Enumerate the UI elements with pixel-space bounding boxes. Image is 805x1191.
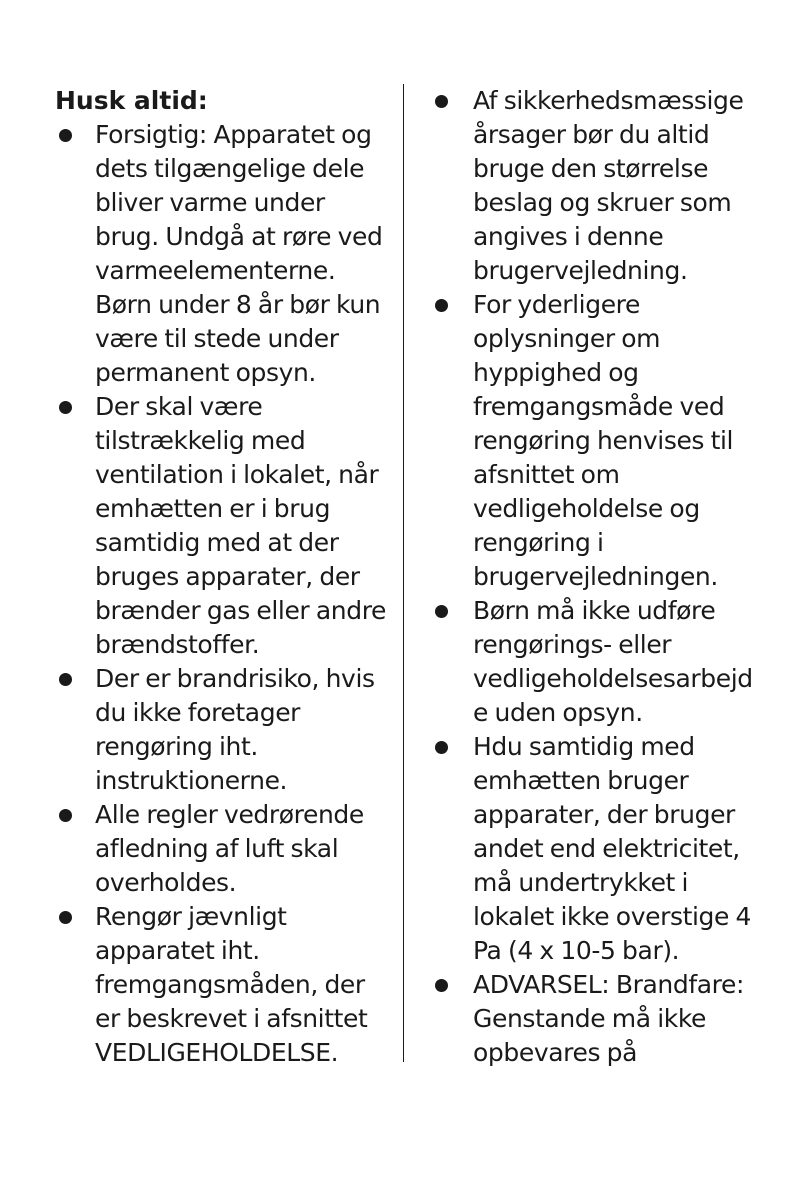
- list-item: [431, 968, 771, 1070]
- list-item-text: Rengør jævnligt apparatet iht. fremgangsmåden, der er beskrevet i afsnittet VEDLIGEHOLDELSE.: [95, 902, 368, 1067]
- bullet-icon: [59, 911, 72, 924]
- bullet-icon: [435, 979, 448, 992]
- list-item: [55, 390, 393, 662]
- list-item-text: Der er brandrisiko, hvis du ikke foretager rengøring iht. instruktionerne.: [95, 664, 375, 795]
- left-column: [55, 84, 393, 1070]
- list-item: [55, 118, 393, 390]
- list-item-text: Alle regler vedrørende afledning af luft skal overholdes.: [95, 800, 364, 897]
- list-item-text: Der skal være tilstrækkelig med ventilation i lokalet, når emhætten er i brug samtidig med at der bruges apparater, der brænder gas eller andre brændstoffer.: [95, 392, 386, 659]
- list-item: [431, 84, 771, 288]
- bullet-icon: [59, 673, 72, 686]
- bullet-icon: [59, 809, 72, 822]
- list-item: [431, 288, 771, 594]
- section-heading: Husk altid:: [55, 86, 208, 115]
- list-item-text: For yderligere oplysninger om hyppighed og fremgangsmåde ved rengøring henvises til afsnittet om vedligeholdelse og rengøring i brugervejledningen.: [473, 290, 734, 591]
- list-item-text: Af sikkerhedsmæssige årsager bør du altid bruge den størrelse beslag og skruer som angives i denne brugervejledning.: [473, 86, 744, 285]
- list-item: [55, 662, 393, 798]
- list-item-text: Hdu samtidig med emhætten bruger apparater, der bruger andet end elektricitet, må undertrykket i lokalet ikke overstige 4 Pa (4 x 10-5 bar).: [473, 732, 752, 965]
- list-item: [55, 798, 393, 900]
- list-item: [431, 594, 771, 730]
- bullet-icon: [435, 95, 448, 108]
- left-bullet-list: [55, 118, 393, 1070]
- list-item-text: Børn må ikke udføre rengørings- eller vedligeholdelsesarbejd e uden opsyn.: [473, 596, 753, 727]
- list-item-text: ADVARSEL: Brandfare: Genstande må ikke opbevares på: [473, 970, 744, 1067]
- bullet-icon: [435, 741, 448, 754]
- list-item: [55, 900, 393, 1070]
- list-item-text: Forsigtig: Apparatet og dets tilgængelige dele bliver varme under brug. Undgå at røre ved varmeelementerne. Børn under 8 år bør kun være til stede under permanent opsyn.: [95, 120, 383, 387]
- bullet-icon: [59, 129, 72, 142]
- bullet-icon: [59, 401, 72, 414]
- bullet-icon: [435, 605, 448, 618]
- column-divider: [403, 84, 404, 1062]
- right-column: [431, 84, 771, 1070]
- right-bullet-list: [431, 84, 771, 1070]
- bullet-icon: [435, 299, 448, 312]
- list-item: [431, 730, 771, 968]
